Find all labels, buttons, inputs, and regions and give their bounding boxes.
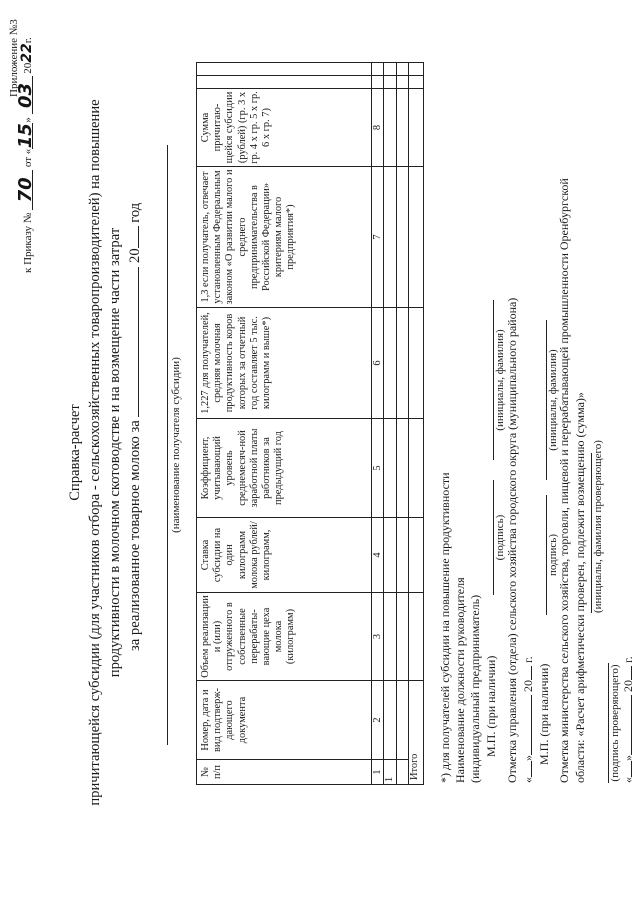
table-header-row xyxy=(197,63,372,785)
empty-cell xyxy=(384,63,397,76)
header-cell-extra xyxy=(197,63,372,76)
empty-cell xyxy=(409,89,424,167)
empty-cell xyxy=(409,167,424,308)
recipient-caption: (наименование получателя субсидии) xyxy=(170,357,182,533)
column-number: 6 xyxy=(372,308,384,419)
date-month-blank xyxy=(531,695,532,755)
signature-caption-1: (подпись) xyxy=(494,514,506,561)
empty-cell xyxy=(397,89,409,167)
empty-cell xyxy=(409,518,424,593)
empty-cell xyxy=(409,76,424,89)
header-cell: Ставка субсидии на один килограмм молока рублей/ килограмм, xyxy=(197,518,372,593)
empty-cell xyxy=(397,76,409,89)
empty-cell xyxy=(372,76,384,89)
empty-cell xyxy=(409,419,424,518)
empty-cell xyxy=(372,63,384,76)
empty-cell xyxy=(384,89,397,167)
empty-cell xyxy=(397,518,409,593)
final-g: г. xyxy=(621,656,635,663)
date-g: г. xyxy=(521,656,535,663)
date-open: « xyxy=(521,777,535,783)
empty-cell xyxy=(397,167,409,308)
annex-year-abbr: г. xyxy=(22,37,34,44)
initials-caption-2: (инициалы, фамилия) xyxy=(547,349,559,451)
final-date-close: » xyxy=(621,755,635,761)
title-period-label: за реализованное товарное молоко за xyxy=(127,420,143,651)
column-number: 2 xyxy=(372,681,384,760)
empty-cell xyxy=(409,593,424,681)
empty-cell xyxy=(397,681,409,760)
empty-cell xyxy=(397,308,409,419)
date-year: 20 xyxy=(521,680,535,692)
column-number: 5 xyxy=(372,419,384,518)
column-number: 3 xyxy=(372,593,384,681)
footnote: *) для получателей субсидии на повышение продуктивности xyxy=(438,472,452,783)
annex-order-line xyxy=(15,37,36,273)
empty-cell xyxy=(384,518,397,593)
empty-cell xyxy=(397,760,409,785)
entrepreneur-label: (индивидуальный предприниматель) xyxy=(468,594,482,783)
header-cell: 1,227 для получателей, средняя молочная продуктивность коров которых за отчетный год составляет 5 тыс. килограмм и выше*) xyxy=(197,308,372,419)
empty-cell xyxy=(409,63,424,76)
annex-year-prefix: 20 xyxy=(22,62,34,74)
empty-cell xyxy=(384,308,397,419)
date-close: » xyxy=(521,755,535,761)
head-title-label: Наименование должности руководителя xyxy=(453,577,467,783)
annex-order-prefix: к Приказу № xyxy=(22,212,34,273)
header-cell-extra xyxy=(197,76,372,89)
title-year-blank xyxy=(138,226,139,248)
column-number: 8 xyxy=(372,89,384,167)
title-period-blank xyxy=(138,267,139,417)
title-line-2: причитающейся субсидии (для участников отбора - сельскохозяйственных товаропроизводителей) на повышение xyxy=(87,99,103,806)
column-number-row xyxy=(372,63,384,785)
empty-cell xyxy=(384,76,397,89)
empty-cell xyxy=(384,681,397,760)
header-cell: Коэффициент, учитывающий уровень среднемесяч-ной заработной платы работников за предыдущий год xyxy=(197,419,372,518)
final-day-blank xyxy=(631,761,632,777)
annex-order-number: 70 xyxy=(20,170,33,210)
total-row xyxy=(409,63,424,785)
title-line-4 xyxy=(127,203,144,651)
annex-from-word: от « xyxy=(22,148,34,168)
stamp-label-1: М.П. (при наличии) xyxy=(484,655,498,757)
final-date xyxy=(621,656,636,783)
title-year-prefix: 20 xyxy=(127,248,143,263)
final-year: 20 xyxy=(621,680,635,692)
annex-day: 15 xyxy=(15,123,36,149)
checker-initials-caption: (инициалы, фамилия проверяющего) xyxy=(592,440,604,613)
signature-caption-2: подпись) xyxy=(547,534,559,577)
ministry-mark-line-1: Отметка министерства сельского хозяйства, торговли, пищевой и перерабатывающей промышленности Оренбургской xyxy=(557,178,571,783)
total-label: Итого xyxy=(409,681,424,785)
date-year-blank xyxy=(531,666,532,680)
column-number: 1 xyxy=(372,760,384,785)
column-number: 7 xyxy=(372,167,384,308)
table-row xyxy=(384,63,397,785)
final-date-open: « xyxy=(621,777,635,783)
empty-cell xyxy=(384,419,397,518)
final-month-blank xyxy=(631,695,632,755)
title-line-3: продуктивности в молочном скотоводстве и на возмещение части затрат xyxy=(107,227,123,678)
annex-month: 03 xyxy=(20,76,33,114)
ministry-mark-line-2: области: «Расчет арифметически проверен, подлежит возмещению (сумма)» xyxy=(573,392,587,783)
subsidy-table xyxy=(196,62,424,785)
header-cell: 1,3 если получатель, отвечает установленным Федеральным законом «О развитии малого и среднего предпринимательства в Российской Федерации» критериям малого предприятия*) xyxy=(197,167,372,308)
empty-cell xyxy=(397,63,409,76)
header-cell: Объем реализации и (или) отгруженного в собственные перерабаты-вающие цеха молока (килограмм) xyxy=(197,593,372,681)
date-day-blank xyxy=(531,761,532,777)
title-year-word: год xyxy=(127,202,143,223)
date-line-1 xyxy=(521,656,536,783)
empty-cell xyxy=(397,419,409,518)
initials-caption-1: (инициалы, фамилия) xyxy=(494,329,506,431)
column-number: 4 xyxy=(372,518,384,593)
empty-cell xyxy=(409,308,424,419)
checker-signature-caption: (подпись проверяющего) xyxy=(609,664,621,782)
annex-day-close: » xyxy=(22,117,34,123)
document-title: Справка-расчет xyxy=(67,404,83,501)
table-row xyxy=(397,63,409,785)
header-cell: № п/п xyxy=(197,760,372,785)
header-cell: Номер, дата и вид подтверж-дающего документа xyxy=(197,681,372,760)
annex-year-suffix: 22 xyxy=(19,43,35,63)
annex-title: Приложение №3 xyxy=(8,19,20,97)
empty-cell xyxy=(384,593,397,681)
header-cell: Сумма причитаю-щейся субсидии (рублей) (гр. 3 x гр. 4 x гр. 5 x гр. 6 x гр. 7) xyxy=(197,89,372,167)
empty-cell xyxy=(397,593,409,681)
recipient-blank-line xyxy=(167,145,168,745)
stamp-label-2: М.П. (при наличии) xyxy=(537,663,551,765)
dept-mark: Отметка управления (отдела) сельского хозяйства городского округа (муниципального района) xyxy=(505,297,519,783)
row-number: 1 xyxy=(384,760,397,785)
final-year-blank xyxy=(631,666,632,680)
empty-cell xyxy=(384,167,397,308)
